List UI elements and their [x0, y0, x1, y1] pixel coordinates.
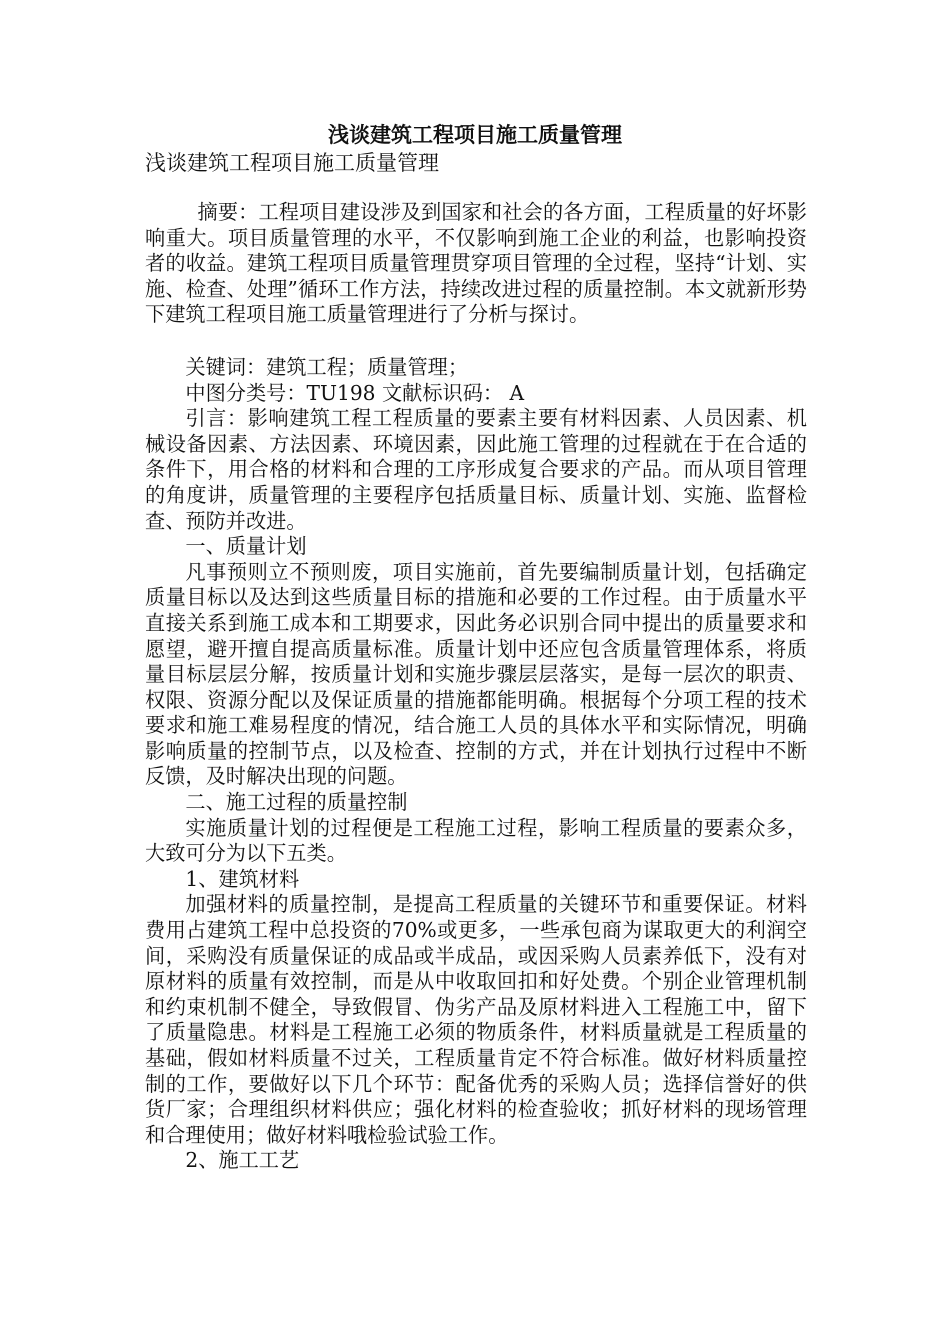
body-paragraph: 凡事预则立不预则废，项目实施前，首先要编制质量计划，包括确定质量目标以及达到这些质量目标的措施和必要的工作过程。由于质量水平直接关系到施工成本和工期要求，因此务必识别合同中提出的质量要求和愿望，避开擅自提高质量标准。质量计划中还应包含质量管理体系，将质量目标层层分解，按质量计划和实施步骤层层落实，是每一层次的职责、权限、资源分配以及保证质量的措施都能明确。根据每个分项工程的技术要求和施工难易程度的情况，结合施工人员的具体水平和实际情况，明确影响质量的控制节点，以及检查、控制的方式，并在计划执行过程中不断反馈，及时解决出现的问题。	[145, 559, 807, 789]
abstract-paragraph: 摘要：工程项目建设涉及到国家和社会的各方面，工程质量的好坏影响重大。项目质量管理的水平，不仅影响到施工企业的利益，也影响投资者的收益。建筑工程项目质量管理贯穿项目管理的全过程，坚持“计划、实施、检查、处理”循环工作方法，持续改进过程的质量控制。本文就新形势下建筑工程项目施工质量管理进行了分析与探讨。	[145, 200, 807, 327]
keywords-line: 关键词：建筑工程；质量管理；	[185, 354, 469, 379]
section-heading-2: 二、施工过程的质量控制	[185, 790, 408, 815]
subsection-heading-2: 2、施工工艺	[185, 1148, 300, 1173]
subsection-heading-1: 1、建筑材料	[185, 866, 300, 891]
document-title: 浅谈建筑工程项目施工质量管理	[328, 122, 622, 147]
body-paragraph: 加强材料的质量控制，是提高工程质量的关键环节和重要保证。材料费用占建筑工程中总投资的70%或更多，一些承包商为谋取更大的利润空间，采购没有质量保证的成品或半成品，或因采购人员素养低下，没有对原材料的质量有效控制，而是从中收取回扣和好处费。个别企业管理机制和约束机制不健全，导致假冒、伪劣产品及原材料进入工程施工中，留下了质量隐患。材料是工程施工必须的物质条件，材料质量就是工程质量的基础，假如材料质量不过关，工程质量肯定不符合标准。做好材料质量控制的工作，要做好以下几个环节：配备优秀的采购人员；选择信誉好的供货厂家；合理组织材料供应；强化材料的检查验收；抓好材料的现场管理和合理使用；做好材料哦检验试验工作。	[145, 892, 807, 1147]
section-heading-1: 一、质量计划	[185, 534, 307, 559]
classification-line: 中图分类号：TU198 文献标识码： A	[185, 380, 525, 405]
introduction-paragraph: 引言：影响建筑工程工程质量的要素主要有材料因素、人员因素、机械设备因素、方法因素、环境因素，因此施工管理的过程就在于在合适的条件下，用合格的材料和合理的工序形成复合要求的产品。而从项目管理的角度讲，质量管理的主要程序包括质量目标、质量计划、实施、监督检查、预防并改进。	[145, 406, 807, 533]
body-paragraph: 实施质量计划的过程便是工程施工过程，影响工程质量的要素众多，大致可分为以下五类。	[145, 815, 807, 866]
document-subtitle: 浅谈建筑工程项目施工质量管理	[145, 151, 439, 175]
document-body	[145, 200, 807, 1174]
